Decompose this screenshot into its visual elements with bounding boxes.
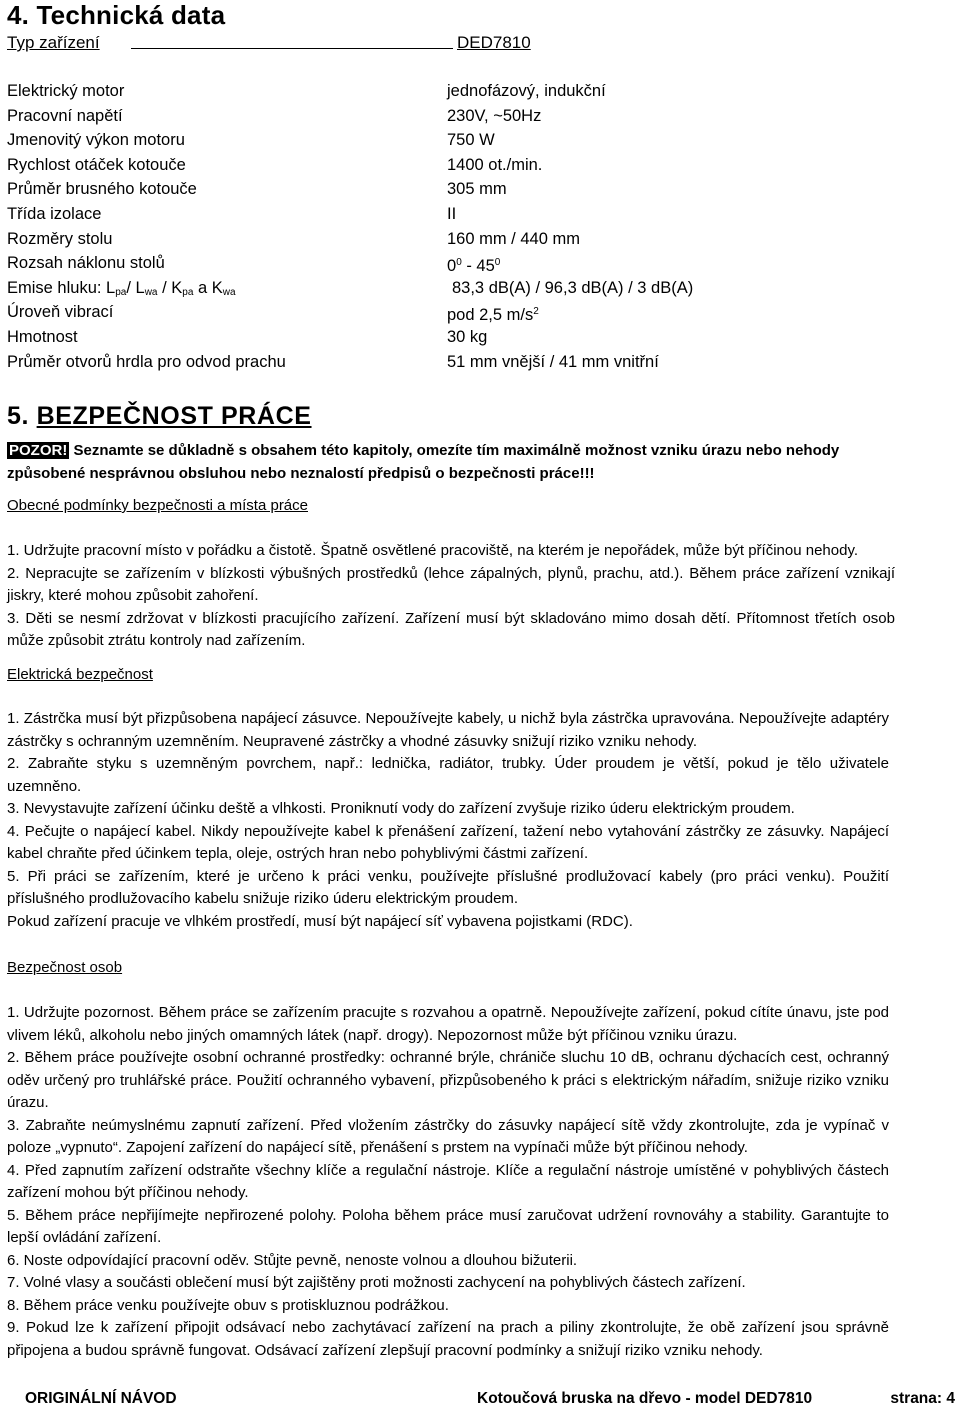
- spec-row: [7, 301, 947, 326]
- spec-value: 51 mm vnější / 41 mm vnitřní: [447, 352, 659, 371]
- spec-value: 1400 ot./min.: [447, 155, 543, 174]
- subsection-title-personal: Bezpečnost osob: [7, 959, 123, 976]
- section-number: 5.: [7, 402, 30, 430]
- spec-row: [7, 252, 947, 277]
- section-title: BEZPEČNOST PRÁCE: [36, 402, 312, 430]
- section-heading-technical-data: 4. Technická data: [7, 0, 226, 30]
- spec-key: Rozsah náklonu stolů: [7, 254, 165, 273]
- spec-value-tilt: $0^0 - 45^0$: [447, 257, 501, 276]
- spec-table: [7, 80, 947, 375]
- spec-key: Elektrický motor: [7, 82, 125, 100]
- list-item: 5. Při práci se zařízením, které je určeno k práci venku, používejte příslušné prodlužovací kabely (pro práci venku). Použití příslušného prodlužovacího kabelu snižuje riziko úderu elektrickým proudem.: [7, 867, 889, 907]
- spec-value: 160 mm / 440 mm: [447, 229, 580, 248]
- list-item: 9. Pokud lze k zařízení připojit odsávací nebo zachytávací zařízení na prach a piliny zkontrolujte, že obě zařízení jsou správně připojena a budou správně fungovat. Odsávací zařízení zlepšují pracovní podmínky a snižují riziko vzniku nehody.: [7, 1319, 889, 1359]
- footer-original-manual: ORIGINÁLNÍ NÁVOD: [25, 1390, 177, 1407]
- spec-value: II: [447, 204, 457, 223]
- spec-row: [7, 326, 947, 351]
- list-item: 8. Během práce venku používejte obuv s protiskluznou podrážkou.: [7, 1296, 449, 1314]
- spec-key: Úroveň vibrací: [7, 303, 114, 322]
- spec-value: 230V, ~50Hz: [447, 106, 542, 125]
- list-item: 7. Volné vlasy a součásti oblečení musí být zajištěny proti možnosti zachycení na pohyblivých částech zařízení.: [7, 1274, 746, 1291]
- spec-value: 83,3 dB(A) / 96,3 dB(A) / 3 dB(A): [452, 278, 694, 297]
- list-item: 3. Nevystavujte zařízení účinku deště a vlhkosti. Proniknutí vody do zařízení zvyšuje riziko úderu elektrickým proudem.: [7, 800, 795, 817]
- spec-row: [7, 105, 947, 130]
- spec-value: jednofázový, indukční: [447, 82, 606, 100]
- list-note: Pokud zařízení pracuje ve vlhkém prostředí, musí být napájecí síť vybavena pojistkami (RDC).: [7, 912, 633, 930]
- spec-row: [7, 351, 947, 376]
- spec-key: Hmotnost: [7, 327, 78, 346]
- electrical-safety-list: [7, 708, 889, 933]
- spec-row: [7, 129, 947, 154]
- spec-key: Třída izolace: [7, 204, 102, 223]
- device-type-leader-line: [131, 48, 453, 49]
- spec-value-vibration: pod 2,5 $m/s^2$: [447, 306, 539, 325]
- spec-value: 305 mm: [447, 180, 507, 199]
- footer-product-name: Kotoučová bruska na dřevo - model DED7810: [477, 1390, 813, 1407]
- list-item: 1. Udržujte pozornost. Během práce se zařízením pracujte s rozvahou a opatrně. Nepoužívejte zařízení, pokud cítíte únavu, jste pod vlivem léků, alkoholu nebo jiných omamných látek (např. drogy). Nepozornost může být příčinou vzniku úrazu.: [7, 1004, 889, 1044]
- personal-safety-list: [7, 1002, 889, 1362]
- list-item: 2. Zabraňte styku s uzemněným povrchem, např.: lednička, radiátor, trubky. Úder proudem je větší, pokud je tělo uživatele uzemněno.: [7, 755, 889, 795]
- list-item: 2. Během práce používejte osobní ochranné prostředky: ochranné brýle, chrániče sluchu 10 dB, ochranu dýchacích cest, ochranný oděv určený pro truhlářské práce. Použití ochranného vybavení, přizpůsobeného k práci s elektrickým nářadím, snižuje riziko vzniku úrazu.: [7, 1049, 889, 1111]
- spec-key: Rozměry stolu: [7, 229, 113, 248]
- subsection-title-general: Obecné podmínky bezpečnosti a místa práce: [7, 497, 308, 514]
- list-item: 3. Zabraňte neúmyslnému zapnutí zařízení. Před vložením zástrčky do zásuvky napájecí sítě vždy zkontrolujte, zda je vypínač v poloze „vypnuto“. Zapojení zařízení do napájecí sítě, přenášení s prstem na vypínači může být příčinou nehody.: [7, 1116, 889, 1156]
- spec-row: [7, 80, 947, 105]
- spec-row: [7, 203, 947, 228]
- list-item: 2. Nepracujte se zařízením v blízkosti výbušných prostředků (lehce zápalných, plynů, prachu, atd.). Během práce zařízení vznikají jiskry, které mohou způsobit zahoření.: [7, 564, 895, 604]
- list-item: 6. Noste odpovídající pracovní oděv. Stůjte pevně, nenoste volnou a dlouhou bižuterii.: [7, 1251, 578, 1269]
- device-type-row: [7, 33, 537, 53]
- spec-row: [7, 178, 947, 203]
- spec-key: Průměr otvorů hrdla pro odvod prachu: [7, 352, 286, 371]
- spec-row: [7, 154, 947, 179]
- spec-row: [7, 228, 947, 253]
- warning-label: POZOR!: [9, 442, 68, 459]
- spec-key: Průměr brusného kotouče: [7, 180, 197, 199]
- list-item: 5. Během práce nepřijímejte nepřirozené polohy. Poloha během práce musí zaručovat udržení rovnováhy a stability. Garantujte to lepší ovládání zařízení.: [7, 1206, 889, 1246]
- list-item: 4. Pečujte o napájecí kabel. Nikdy nepoužívejte kabel k přenášení zařízení, tažení nebo vytahování zástrčky ze zásuvky. Napájecí kabel chraňte před účinkem tepla, oleje, ostrých hran nebo pohyblivými částmi zařízení.: [7, 822, 889, 862]
- footer-page-number: strana: 4: [890, 1390, 955, 1407]
- spec-key: Jmenovitý výkon motoru: [7, 131, 185, 150]
- subsection-title-electrical: Elektrická bezpečnost: [7, 666, 153, 683]
- spec-key: Pracovní napětí: [7, 106, 123, 125]
- spec-value: 750 W: [447, 131, 495, 150]
- device-type-value: DED7810: [457, 33, 531, 52]
- spec-row: [7, 277, 947, 302]
- spec-value: 30 kg: [447, 327, 488, 346]
- list-item: 1. Udržujte pracovní místo v pořádku a čistotě. Špatně osvětlené pracoviště, na kterém je nepořádek, může být příčinou nehody.: [7, 542, 859, 559]
- warning-paragraph: [7, 440, 892, 485]
- list-item: 3. Děti se nesmí zdržovat v blízkosti pracujícího zařízení. Zařízení musí být skladováno mimo dosah dětí. Přítomnost třetích osob může způsobit ztrátu kontroly nad zařízením.: [7, 609, 895, 649]
- spec-key: Rychlost otáček kotouče: [7, 155, 186, 174]
- warning-text: Seznamte se důkladně s obsahem této kapitoly, omezíte tím maximálně možnost vzniku úrazu nebo nehody způsobené nesprávnou obsluhou nebo neznalostí předpisů o bezpečnosti práce!!!: [7, 442, 840, 482]
- list-item: 4. Před zapnutím zařízení odstraňte všechny klíče a regulační nástroje. Klíče a regulační nástroje umístěné v pohyblivých částech zařízení mohou být příčinou nehody.: [7, 1161, 889, 1201]
- device-type-label: Typ zařízení: [7, 33, 100, 52]
- section-heading-safety: [7, 402, 312, 431]
- list-item: 1. Zástrčka musí být přizpůsobena napájecí zásuvce. Nepoužívejte kabely, u nichž byla zástrčka upravována. Nepoužívejte adaptéry zástrčky s ochranným uzemněním. Neupravené zástrčky a vhodné zásuvky snižují riziko vzniku nehody.: [7, 710, 889, 750]
- spec-key-noise: Emise hluku: $L_{pa}/$ $L_{wa} / K_{pa}$ a $K_{wa}$: [7, 278, 236, 298]
- general-conditions-list: [7, 540, 895, 653]
